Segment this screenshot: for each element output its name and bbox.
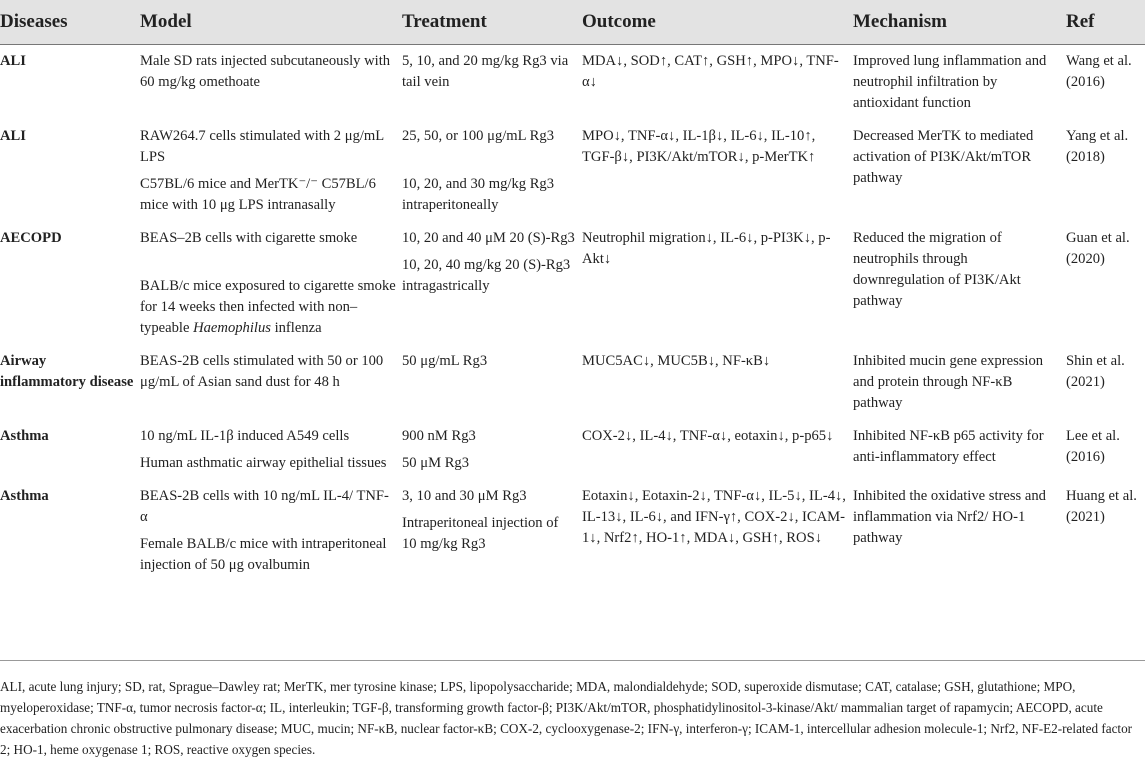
treatment-cell: 50 μg/mL Rg3	[402, 353, 488, 369]
header-treatment: Treatment	[402, 0, 582, 45]
mechanism-cell: Reduced the migration of neutrophils through downregulation of PI3K/Akt pathway	[853, 230, 1021, 309]
outcome-cell: MPO↓, TNF-α↓, IL-1β↓, IL-6↓, IL-10↑, TGF-β↓, PI3K/Akt/mTOR↓, p-MerTK↑	[582, 128, 816, 165]
treatment-cell: 5, 10, and 20 mg/kg Rg3 via tail vein	[402, 53, 569, 90]
model-cell: BEAS-2B cells stimulated with 50 or 100 μg/mL of Asian sand dust for 48 h	[140, 353, 384, 390]
header-ref: Ref	[1066, 0, 1145, 45]
table-row	[0, 345, 1145, 420]
header-diseases: Diseases	[0, 0, 140, 45]
model-cell: 10 ng/mL IL-1β induced A549 cells Human asthmatic airway epithelial tissues	[140, 428, 387, 471]
disease-cell: AECOPD	[0, 230, 62, 246]
mechanism-cell: Improved lung inflammation and neutrophil infiltration by antioxidant function	[853, 53, 1047, 111]
disease-cell: Asthma	[0, 488, 49, 504]
model-cell: BEAS–2B cells with cigarette smoke BALB/c mice exposured to cigarette smoke for 14 weeks then infected with non–typeable Haemophilus inflenza	[140, 230, 396, 336]
ref-cell: Guan et al. (2020)	[1066, 230, 1130, 267]
mechanism-cell: Inhibited NF-κB p65 activity for anti-inflammatory effect	[853, 428, 1044, 465]
header-mechanism: Mechanism	[853, 0, 1066, 45]
header-row	[0, 0, 1145, 45]
disease-cell: Airway inflammatory disease	[0, 353, 134, 390]
header-outcome: Outcome	[582, 0, 853, 45]
mechanism-cell: Inhibited the oxidative stress and inflammation via Nrf2/ HO-1 pathway	[853, 488, 1046, 546]
ref-cell: Huang et al. (2021)	[1066, 488, 1137, 525]
mechanism-cell: Inhibited mucin gene expression and protein through NF-κB pathway	[853, 353, 1044, 411]
outcome-cell: Eotaxin↓, Eotaxin-2↓, TNF-α↓, IL-5↓, IL-4↓, IL-13↓, IL-6↓, and IFN-γ↑, COX-2↓, ICAM-1↓, Nrf2↑, HO-1↑, MDA↓, GSH↑, ROS↓	[582, 488, 846, 546]
outcome-cell: Neutrophil migration↓, IL-6↓, p-PI3K↓, p-Akt↓	[582, 230, 831, 267]
disease-cell: Asthma	[0, 428, 49, 444]
mechanism-cell: Decreased MerTK to mediated activation of PI3K/Akt/mTOR pathway	[853, 128, 1034, 186]
treatment-cell: 25, 50, or 100 μg/mL Rg3 10, 20, and 30 mg/kg Rg3 intraperitoneally	[402, 128, 555, 213]
table-row	[0, 222, 1145, 345]
table-row	[0, 480, 1145, 582]
table-row	[0, 420, 1145, 480]
outcome-cell: MDA↓, SOD↑, CAT↑, GSH↑, MPO↓, TNF-α↓	[582, 53, 839, 90]
model-cell: Male SD rats injected subcutaneously with 60 mg/kg omethoate	[140, 53, 391, 90]
table-row	[0, 45, 1145, 121]
footnote: ALI, acute lung injury; SD, rat, Sprague–Dawley rat; MerTK, mer tyrosine kinase; LPS, lipopolysaccharide; MDA, malondialdehyde; SOD, superoxide dismutase; CAT, catalase; GSH, glutathione; MPO, myeloperoxidase; TNF-α, tumor necrosis factor-α; IL, interleukin; TGF-β, transforming growth factor-β; PI3K/Akt/mTOR, phosphatidylinositol-3-kinase/Akt/ mammalian target of rapamycin; AECOPD, acute exacerbation chronic obstructive pulmonary disease; MUC, mucin; NF-κB, nuclear factor-κB; COX-2, cyclooxygenase-2; IFN-γ, interferon-γ; ICAM-1, intercellular adhesion molecule-1; Nrf2, NF-E2-related factor 2; HO-1, heme oxygenase 1; ROS, reactive oxygen species.	[0, 679, 1133, 757]
treatment-cell: 900 nM Rg3 50 μM Rg3	[402, 428, 476, 471]
outcome-cell: COX-2↓, IL-4↓, TNF-α↓, eotaxin↓, p-p65↓	[582, 428, 834, 444]
table-row	[0, 120, 1145, 222]
model-cell: BEAS-2B cells with 10 ng/mL IL-4/ TNF-α Female BALB/c mice with intraperitoneal injection of 50 μg ovalbumin	[140, 488, 389, 573]
header-model: Model	[140, 0, 402, 45]
ref-cell: Wang et al. (2016)	[1066, 53, 1132, 90]
outcome-cell: MUC5AC↓, MUC5B↓, NF-κB↓	[582, 353, 771, 369]
footnote-divider	[0, 660, 1145, 661]
genus-name: Haemophilus	[193, 320, 271, 336]
treatment-cell: 3, 10 and 30 μM Rg3 Intraperitoneal injection of 10 mg/kg Rg3	[402, 488, 559, 552]
ref-cell: Yang et al. (2018)	[1066, 128, 1129, 165]
disease-cell: ALI	[0, 128, 26, 144]
model-cell: RAW264.7 cells stimulated with 2 μg/mL LPS C57BL/6 mice and MerTK⁻/⁻ C57BL/6 mice with 10 μg LPS intranasally	[140, 128, 384, 213]
ref-cell: Lee et al. (2016)	[1066, 428, 1120, 465]
ref-cell: Shin et al. (2021)	[1066, 353, 1125, 390]
disease-cell: ALI	[0, 53, 26, 69]
treatment-cell: 10, 20 and 40 μM 20 (S)-Rg3 10, 20, 40 mg/kg 20 (S)-Rg3 intragastrically	[402, 230, 575, 294]
